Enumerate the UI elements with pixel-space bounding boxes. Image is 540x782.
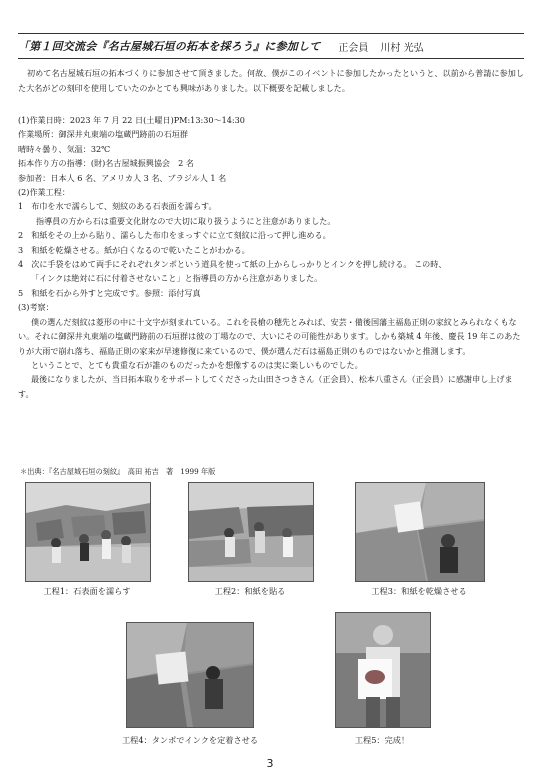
photo-step-4 [126,622,254,728]
source-citation: ＊出典：『名古屋城石垣の刻紋』 高田 祐吉 著 1999 年版 [20,467,216,476]
work-place: 作業場所：御深井丸東端の塩蔵門跡前の石垣群 [18,129,188,140]
photo-caption: 工程5：完成！ [354,735,410,745]
photo-caption: 工程1：石表面を濡らす [43,586,131,596]
header-top-rule [18,33,524,34]
consideration-heading: (3)考察： [18,302,54,313]
page-number: 3 [266,757,274,770]
intro-paragraph [18,66,524,95]
process-heading: (2)作業工程： [18,187,70,198]
process-step: 5 和紙を石から外すと完成です。参照：添付写真 [18,287,201,298]
photo-step-3 [355,482,485,582]
photo-caption: 工程4：タンポでインクを定着させる [121,735,259,745]
author-name: 川村 光弘 [380,42,424,54]
photo-step-3-image [356,483,484,581]
photo-step-4-image [127,623,253,727]
photo-step-1 [25,482,151,582]
photo-step-5 [335,612,431,728]
header-bottom-rule [18,58,524,59]
photo-step-2-image [189,483,313,581]
consideration-paragraph: ということで、とても貴重な石が誰のものだったかを想像するのは実に楽しいものでした。 [31,359,363,370]
photo-step-2 [188,482,314,582]
participants-info: 参加者：日本人 6 名、アメリカ人 3 名、ブラジル人 1 名 [18,172,227,183]
process-step: 1 布巾を水で濡らして、刻紋のある石表面を濡らす。 [18,201,217,212]
author-role: 正会員 [338,42,369,54]
photo-step-5-image [336,613,430,727]
process-note: 指導員の方から石は重要文化財なので大切に取り扱うようにと注意がありました。 [36,215,336,226]
guide-info: 拓本作り方の指導：(財)名古屋城振興協会 2 名 [18,158,194,169]
article-header [18,36,524,56]
work-date: (1)作業日時：2023 年 7 月 22 日(土曜日)PM:13:30～14:30 [18,115,245,125]
process-step: 2 和紙をその上から貼り、濡らした布巾をまっすぐに立て刻紋に沿って押し進める。 [18,230,331,241]
photo-caption: 工程3：和紙を乾燥させる [371,586,467,596]
report-body [18,113,524,401]
photo-step-1-image [26,483,150,581]
article-title: 「第１回交流会『名古屋城石垣の拓本を採ろう』に参加して [18,40,321,53]
process-step: 3 和紙を乾燥させる。紙が白くなるので乾いたことがわかる。 [18,244,250,255]
intro-text: 初めて名古屋城石垣の拓本づくりに参加させて頂きました。何故、僕がこのイベントに参加したかったというと、以前から普請に参加した大名がどの刻印を使用していたのかとても興味がありました。以下概要を記載しました。 [18,68,524,93]
photo-caption: 工程2：和紙を貼る [214,586,286,596]
process-step: 4 次に手袋をはめて両手にそれぞれタンポという道具を使って紙の上からしっかりとインクを押し続ける。 この時、 [18,259,447,270]
consideration-paragraph: 僕の選んだ刻紋は菱形の中に十文字が刻まれている。これを長槍の穂先とみれば、安芸・備後国藩主福島正則の家紋とみられなくもない。それに御深井丸東端の塩蔵門跡前の石垣群は彼の丁場なので、大いにその可能性があります。しかも築城 4 年後、慶長 19 年このあたりが大雨で崩れ落ち、福島正則の家来が早速修復に来ているので、僕が選んだ石は福島正則のものではないかと推測します。 [18,316,521,356]
weather: 晴時々曇り、気温：32℃ [18,143,111,154]
acknowledgement-paragraph: 最後になりましたが、当日拓本取りをサポートしてくださった山田さつきさん（正会員）、松本八重さん（正会員）に感謝申し上げます。 [18,374,513,399]
process-note: 「インクは絶対に石に付着させないこと」と指導員の方から注意がありました。 [31,273,323,284]
